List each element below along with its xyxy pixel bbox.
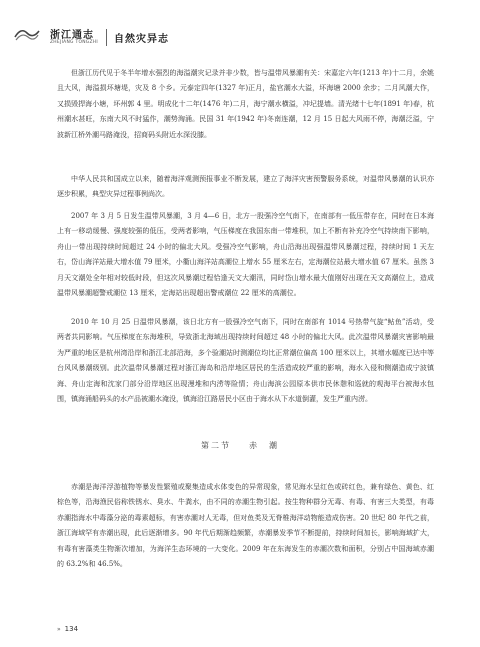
paragraph-red-tide: 赤潮是海洋浮游植物等暴发性繁殖或聚集造成水体变色的异常现象，常见海水呈红色或砖红色，兼有绿色、黄色、红棕色等，沿海渔民俗称铁锈水、臭水、牛粪水，由不同的赤潮生物引起。按生物种群分无毒、有毒、有害三大类型，有毒赤潮指海水中毒藻分泌的毒素超标，有害赤潮对人无毒，但对鱼类及无脊椎海洋动物能造成伤害。20 世纪 80 年代之前，浙江海域罕有赤潮出现，此后逐渐增多。90 年代后期渐趋频繁，赤潮暴发季节不断提前，持续时间加长，影响海域扩大，有毒有害藻类生物渐次增加，为海洋生态环境的一大变化。2009 年在东海发生的赤潮次数和面积，分别占中国海域赤潮的 63.2%和 46.5%。	[57, 483, 434, 569]
paragraph-2010-storm-surge: 2010 年 10 月 25 日温带风暴潮，该日北方有一股强冷空气南下，同时在南部有 1014 号热带气旋“鲇鱼”活动，受两者共同影响。气压梯度在东海堆积，导致浙北海域出现持续时间超过 48 小时的偏北大风。此次温带风暴潮灾害影响最为严重的地区是杭州湾沿岸和浙江北部沿海，多个验潮站时测潮位均比正常潮位偏高 100 厘米以上，其增水幅度已达中等台风风暴潮级别。此次温带风暴潮过程对浙江海岛和沿岸地区居民的生活造成较严重的影响，海水入侵和侧潮造成宁波镇海、舟山定海和沈家门部分沿岸地区出现漫堆和内涝等险情；舟山海滨公园原本供市民休憩和巡就的观海平台被海水包围，镇海涌船码头的水产品被潮水淹没，镇海沿江路居民小区由于海水从下水道倒灌，发生严重内涝。	[57, 318, 434, 404]
section-heading	[0, 440, 480, 451]
paragraph-2007-storm-surge: 2007 年 3 月 5 日发生温带风暴潮，3 月 4—6 日，北方一股强冷空气南下，在南部有一低压带存在，同时在日本海上有一移动缓慢、强度较强的低压，受两者影响，气压梯度在我国东南一带堆积，加上不断有补充冷空气持续南下影响，舟山一带出现持续时间超过 24 小时的偏北大风。受强冷空气影响，舟山沿海出现强温带风暴潮过程，持续时间 1 天左右，岱山海洋站最大增水值 79 厘米，小衢山海洋站高潮位上增水 55 厘米左右，定海潮位站最大增水值 67 厘米。虽然 3 月天文潮处全年相对较低时段，但这次风暴潮过程恰逢天文大潮汛，同时岱山增水最大值刚好出现在天文高潮位上，造成温带风暴潮超警戒潮位 13 厘米，定海站出现超出警戒潮位 22 厘米的高潮位。	[57, 212, 434, 298]
page-header	[0, 0, 480, 74]
paragraph-modern-monitoring: 中华人民共和国成立以来，随着海洋观测预报事业不断发展，建立了海洋灾害预警服务系统，对温带风暴潮的认识亦逐步积累，典型灾异过程事例尚次。	[57, 175, 434, 199]
chapter-title: 自然灾异志	[114, 34, 169, 45]
publication-logo-subtitle: ZHEJIANG TONGZHI	[50, 40, 98, 45]
wave-logo-icon	[14, 25, 40, 43]
header-divider	[106, 29, 107, 46]
section-title: 赤 潮	[249, 441, 279, 450]
double-chevron-icon: »	[57, 626, 61, 633]
page-number: 134	[64, 625, 79, 633]
publication-logo-title: 浙江通志	[50, 30, 94, 41]
page-footer	[57, 625, 78, 633]
paragraph-historical-records: 但浙江历代见于冬半年增水强烈的海溢潮灾记录并非少数，皆与温带风暴潮有关：宋嘉定六年(1213 年)十二月，余姚且大风，海溢损坏塘堤，灾及 8 个乡。元泰定四年(1327 年)正月，盐官潮水大溢，坏海塘 2000 余步；二月风潮大作，又损毁捍海小塘，坏州郭 4 里。明成化十二年(1476 年)二月，海宁潮水横溢，冲圮提墙。清光绪十七年(1891 年)春，杭州潮水甚旺，东南大风不时猛作，潮势洶涌。民国 31 年(1942 年)冬南连潮，12 月 15 日起大风雨不停，海潮泛溢，宁波新江桥外潮马路淹没，招商码头附近水深没膝。	[57, 69, 434, 139]
section-number: 第二节	[201, 441, 231, 450]
